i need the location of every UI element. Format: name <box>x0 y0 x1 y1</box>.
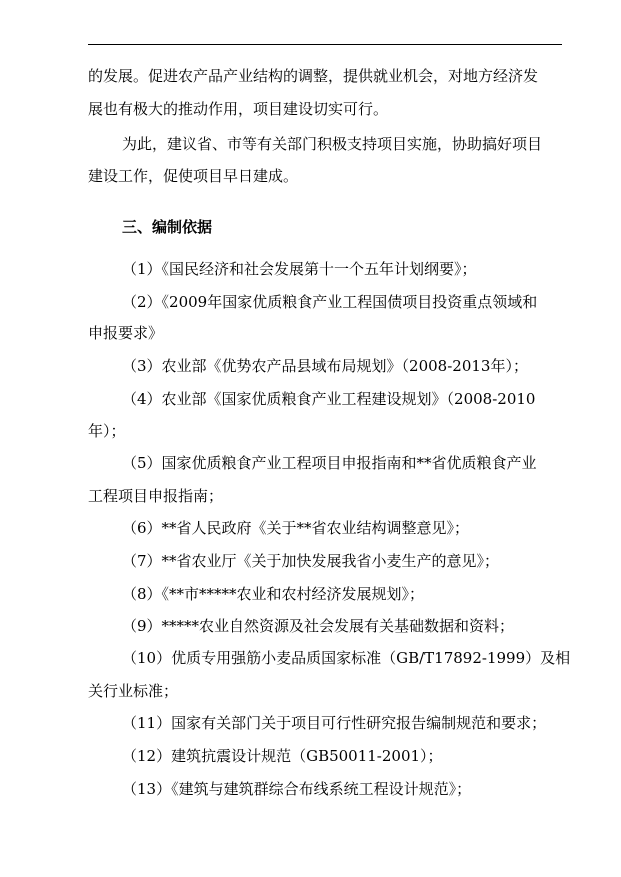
reference-item: （13）《建筑与建筑群综合布线系统工程设计规范》； <box>122 780 472 798</box>
reference-item: （12）建筑抗震设计规范（GB50011-2001）； <box>122 747 443 765</box>
paragraph-line: 为此，建议省、市等有关部门积极支持项目实施，协助搞好项目 <box>122 135 543 153</box>
header-rule <box>88 44 562 45</box>
reference-item-continuation: 关行业标准； <box>88 682 179 700</box>
paragraph-line: 建设工作，促使项目早日建成。 <box>88 167 299 185</box>
reference-item: （10）优质专用强筋小麦品质国家标准（GB/T17892-1999）及相 <box>122 649 571 667</box>
reference-item: （7）**省农业厅《关于加快发展我省小麦生产的意见》； <box>122 552 500 570</box>
reference-item: （9）*****农业自然资源及社会发展有关基础数据和资料； <box>122 617 515 635</box>
reference-item: （1）《国民经济和社会发展第十一个五年计划纲要》； <box>122 260 477 278</box>
paragraph-line: 的发展。促进农产品产业结构的调整，提供就业机会，对地方经济发 <box>88 67 539 85</box>
reference-item: （5）国家优质粮食产业工程项目申报指南和**省优质粮食产业 <box>122 454 537 472</box>
reference-item: （2）《2009年国家优质粮食产业工程国债项目投资重点领域和 <box>122 293 538 311</box>
reference-item: （6）**省人民政府《关于**省农业结构调整意见》； <box>122 519 470 537</box>
paragraph-line: 展也有极大的推动作用，项目建设切实可行。 <box>88 100 389 118</box>
reference-item: （11）国家有关部门关于项目可行性研究报告编制规范和要求； <box>122 714 547 732</box>
section-heading: 三、编制依据 <box>122 218 213 236</box>
reference-item: （3）农业部《优势农产品县域布局规划》（2008-2013年）； <box>122 357 528 375</box>
reference-item: （8）《**市*****农业和农村经济发展规划》； <box>122 585 425 603</box>
reference-item: （4）农业部《国家优质粮食产业工程建设规划》（2008-2010 <box>122 390 536 408</box>
reference-item-continuation: 工程项目申报指南； <box>88 487 224 505</box>
reference-item-continuation: 申报要求》 <box>88 324 164 342</box>
reference-item-continuation: 年）； <box>88 422 126 440</box>
